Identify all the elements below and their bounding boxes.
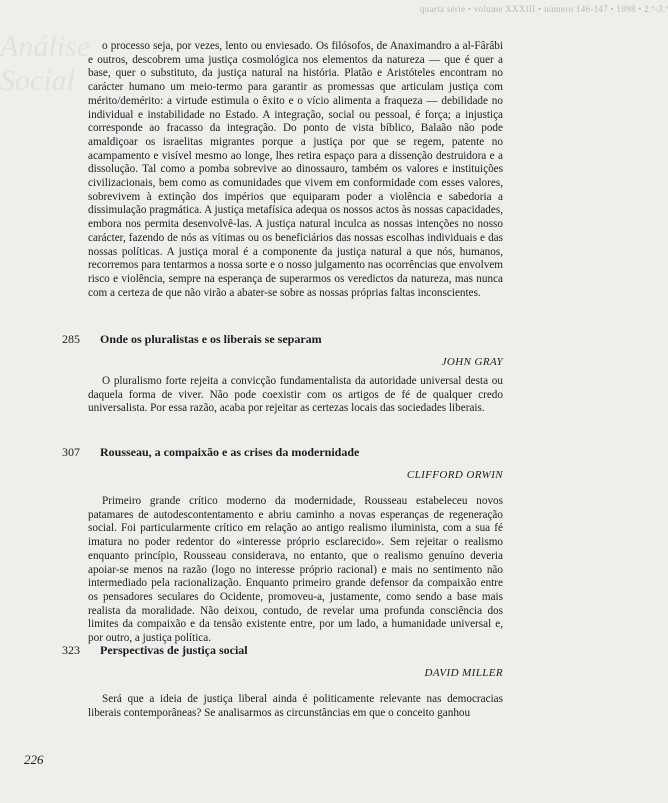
running-header: quarta série • volume XXXIII • número 146-147 • 1998 • 2.º-3.º bbox=[420, 4, 668, 14]
continuation-paragraph: o processo seja, por vezes, lento ou enviesado. Os filósofos, de Anaximandro a al-Fârâbi e outros, descobrem uma justiça cosmológica nos elementos da natureza — que é quer a base, quer o substituto, da justiça natural na história. Platão e Aristóteles encontram no carácter humano um meio-termo para garantir as promessas que articulam justiça com mérito/demérito: a virtude estimula o êxito e o vício alimenta a fraqueza — debilidade no individual e instabilidade no Estado. A integração, social ou pessoal, é força; a injustiça corresponde ao fracasso da integração. Do ponto de vista bíblico, Balaão não pode amaldiçoar os israelitas migrantes porque a justiça por que se regem, patente no acampamento e visível mesmo ao longe, lhes retira espaço para a dissenção destruidora e a dissolução. Tal como a pomba sobrevive ao dinossauro, também os valores e instituições civilizacionais, bem como as comunidades que vivem em conformidade com esses valores, sobrevivem à extinção dos impérios que equiparam poder a violência e sabedoria a dissimulação pragmática. A justiça metafísica adequa os nossos actos às nossas capacidades, embora nos permita desenvolvê-las. A justiça natural inculca as nossas intenções no nosso carácter, fazendo de nós as vítimas ou os beneficiários das nossas escolhas individuais e das nossas políticas. A justiça moral é a componente da justiça natural a que nós, humanos, recorremos para tentarmos a nossa sorte e o nosso julgamento nas ocorrências que envolvem risco e violência, sempre na esperança de superarmos os veredictos da natureza, mas nunca com a certeza de que não virão a abater-se sobre as nossas próprias faltas inconscientes. bbox=[88, 40, 503, 299]
entry-abstract bbox=[88, 375, 503, 416]
entry-307 bbox=[62, 445, 503, 646]
continuation-text bbox=[88, 40, 503, 300]
entry-heading bbox=[62, 332, 503, 347]
entry-heading bbox=[62, 643, 503, 658]
page-number: 226 bbox=[24, 752, 44, 767]
entry-author: CLIFFORD ORWIN bbox=[406, 469, 503, 481]
entry-heading bbox=[62, 445, 503, 460]
entry-abstract-text: O pluralismo forte rejeita a convicção fundamentalista da autoridade universal desta ou daquela forma de viver. Não pode coexistir com os artigos de fé de qualquer credo universalista. Por essa razão, acaba por rejeitar as certezas locais das sociedades liberais. bbox=[88, 375, 503, 415]
entry-abstract bbox=[88, 495, 503, 646]
entry-author: DAVID MILLER bbox=[424, 667, 503, 679]
entry-323 bbox=[62, 643, 503, 720]
entry-title: Onde os pluralistas e os liberais se separam bbox=[100, 332, 322, 346]
watermark: Análise Social bbox=[0, 30, 90, 97]
entry-page-number: 323 bbox=[62, 643, 80, 657]
entry-abstract-text: Será que a ideia de justiça liberal ainda é politicamente relevante nas democracias liberais contemporâneas? Se analisarmos as circunstâncias em que o conceito ganhou bbox=[88, 693, 503, 719]
entry-abstract-text: Primeiro grande crítico moderno da modernidade, Rousseau estabeleceu novos patamares de autodescontentamento e abriu caminho a novas esperanças de regeneração social. Foi particularmente crítico em relação ao antigo realismo iluminista, com a sua fé imatura no poder redentor do «interesse próprio esclarecido». Sem rejeitar o realismo enquanto princípio, Rousseau considerava, no entanto, que o realismo genuíno deveria apoiar-se menos na razão (logo no interesse próprio racional) e mais no sentimento não intermediado pela racionalização. Enquanto primeiro grande defensor da compaixão entre os pensadores seculares do Ocidente, promoveu-a, justamente, como sendo a base mais realista da moralidade. Não deixou, contudo, de revelar uma profunda consciência dos limites da compaixão e da tensão existente entre, por um lado, a humanidade universal e, por outro, a justiça política. bbox=[88, 495, 503, 645]
entry-abstract bbox=[88, 693, 503, 720]
entry-285 bbox=[62, 332, 503, 416]
entry-title: Perspectivas de justiça social bbox=[100, 643, 248, 657]
entry-page-number: 307 bbox=[62, 445, 80, 459]
entry-title: Rousseau, a compaixão e as crises da modernidade bbox=[100, 445, 360, 459]
entry-page-number: 285 bbox=[62, 332, 80, 346]
entry-author: JOHN GRAY bbox=[441, 356, 503, 368]
